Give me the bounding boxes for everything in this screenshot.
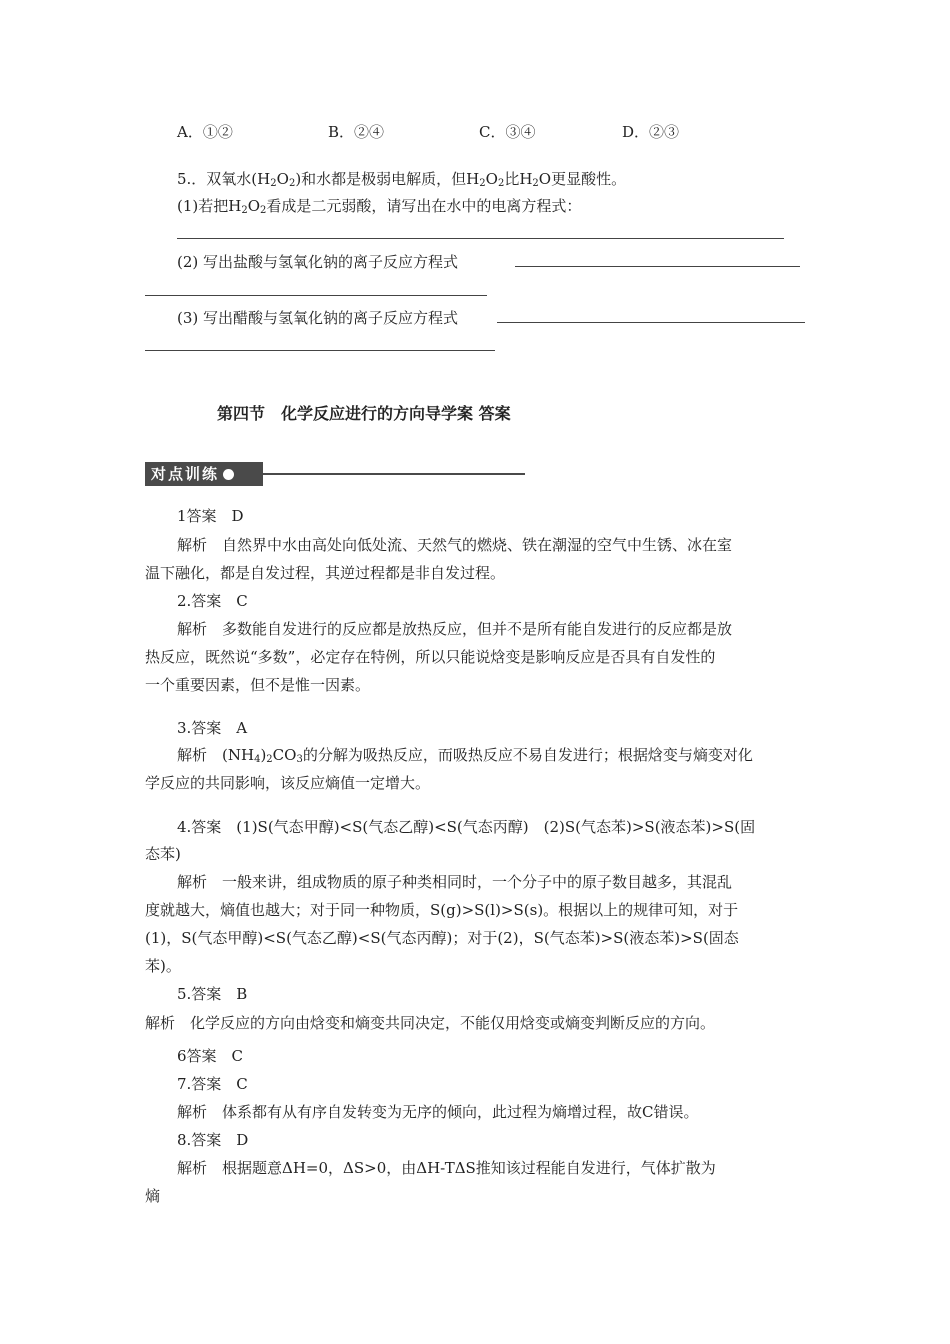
q5-part2: (2) 写出盐酸与氢氧化钠的离子反应方程式	[177, 253, 459, 271]
answer-4-head: 4.答案 (1)S(气态甲醇)<S(气态乙醇)<S(气态丙醇) (2)S(气态苯)>S(液态苯)>S(固	[177, 818, 756, 836]
answer-5-head: 5.答案 B	[177, 985, 248, 1003]
answer-4-text: (1)，S(气态甲醇)<S(气态乙醇)<S(气态丙醇)；对于(2)，S(气态苯)>S(液态苯)>S(固态	[145, 929, 739, 947]
practice-banner	[145, 462, 263, 486]
answer-line-3b[interactable]	[145, 350, 495, 351]
answer-8-text: 熵	[145, 1187, 161, 1205]
answer-line-2a[interactable]	[515, 266, 800, 267]
answer-1-text: 温下融化，都是自发过程，其逆过程都是非自发过程。	[145, 564, 506, 582]
q5-part3: (3) 写出醋酸与氢氧化钠的离子反应方程式	[177, 309, 459, 327]
option-c: C．③④	[479, 123, 536, 141]
q5-stem: 5.．双氧水$(H_2O_2)$和水都是极弱电解质，但$H_2O_2$比$H_2O$更显酸性。	[177, 170, 627, 189]
answer-line-3a[interactable]	[497, 322, 805, 323]
answer-5-text: 解析 化学反应的方向由焓变和熵变共同决定，不能仅用焓变或熵变判断反应的方向。	[145, 1014, 716, 1032]
answer-3-head: 3.答案 A	[177, 719, 248, 737]
answer-1-head: 1答案 D	[177, 507, 244, 525]
answer-2-text: 解析 多数能自发进行的反应都是放热反应，但并不是所有能自发进行的反应都是放	[177, 620, 733, 638]
answer-2-text: 热反应，既然说“多数”，必定存在特例，所以只能说焓变是影响反应是否具有自发性的	[145, 648, 716, 666]
answer-8-head: 8.答案 D	[177, 1131, 249, 1149]
option-a: A．①②	[177, 123, 233, 141]
answer-6-head: 6答案 C	[177, 1047, 244, 1065]
answer-3-text: 学反应的共同影响，该反应熵值一定增大。	[145, 774, 431, 792]
answer-2-text: 一个重要因素，但不是惟一因素。	[145, 676, 371, 694]
section-title: 第四节 化学反应进行的方向导学案 答案	[217, 404, 511, 423]
q5-part1: (1)若把$H_2O_2$看成是二元弱酸，请写出在水中的电离方程式：	[177, 197, 582, 216]
answer-1-text: 解析 自然界中水由高处向低处流、天然气的燃烧、铁在潮湿的空气中生锈、冰在室	[177, 536, 733, 554]
answer-7-text: 解析 体系都有从有序自发转变为无序的倾向，此过程为熵增过程，故C错误。	[177, 1103, 699, 1121]
banner-label: 对点训练	[151, 465, 220, 483]
answer-line-2b[interactable]	[145, 295, 487, 296]
answer-8-text: 解析 根据题意ΔH=0，ΔS>0，由ΔH-TΔS推知该过程能自发进行，气体扩散为	[177, 1159, 716, 1177]
answer-4-head: 态苯)	[145, 845, 181, 863]
banner-divider	[263, 473, 525, 475]
answer-2-head: 2.答案 C	[177, 592, 248, 610]
answer-3-text: 解析 $(NH_4)_2CO_3$的分解为吸热反应，而吸热反应不易自发进行；根据焓变与熵变对化	[177, 746, 753, 765]
answer-line-1[interactable]	[177, 238, 784, 239]
answer-4-text: 度就越大，熵值也越大；对于同一种物质，S(g)>S(l)>S(s)。根据以上的规律可知，对于	[145, 901, 739, 919]
answer-4-text: 解析 一般来讲，组成物质的原子种类相同时，一个分子中的原子数目越多，其混乱	[177, 873, 733, 891]
bullet-icon	[223, 469, 234, 480]
option-d: D．②③	[622, 123, 680, 141]
answer-4-text: 苯)。	[145, 957, 181, 975]
option-b: B．②④	[328, 123, 385, 141]
answer-7-head: 7.答案 C	[177, 1075, 248, 1093]
